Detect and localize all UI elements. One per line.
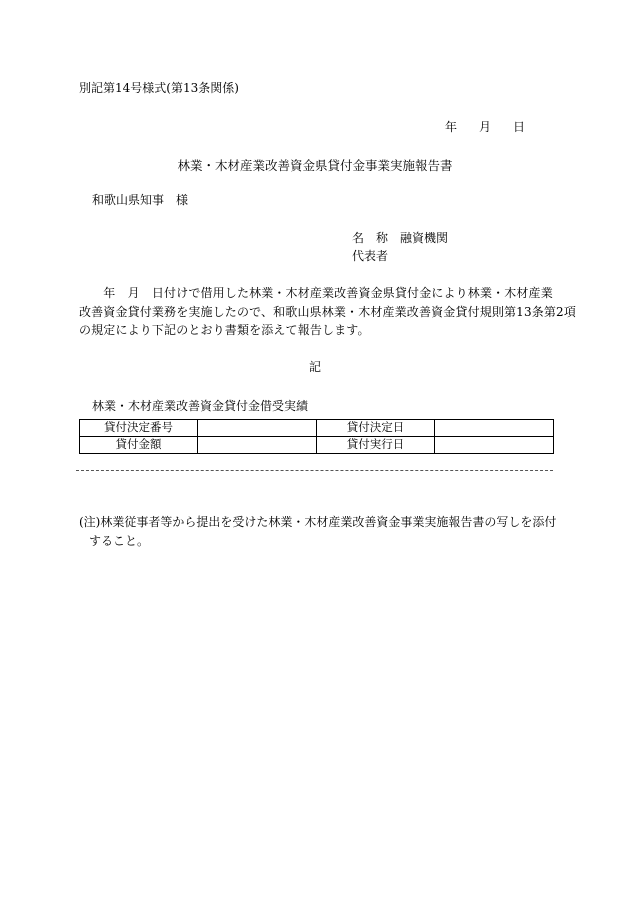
date-day: 日 bbox=[513, 120, 526, 134]
body-text-line-1: 年 月 日付けで借用した林業・木材産業改善資金県貸付金により林業・木材産業 bbox=[79, 286, 553, 300]
body-text-line-3: の規定により下記のとおり書類を添えて報告します。 bbox=[79, 323, 370, 337]
body-text-line-2: 改善資金貸付業務を実施したので、和歌山県林業・木材産業改善資金貸付規則第13条第2項 bbox=[79, 305, 576, 319]
sender-name: 名 称 融資機関 bbox=[352, 231, 449, 245]
document-title: 林業・木材産業改善資金県貸付金事業実施報告書 bbox=[177, 158, 453, 173]
date-year: 年 bbox=[445, 120, 458, 134]
dashed-divider bbox=[76, 470, 553, 471]
loan-record-table bbox=[79, 419, 554, 454]
ki-heading: 記 bbox=[308, 360, 321, 374]
table-label-cell: 貸付決定日 bbox=[317, 420, 435, 437]
sender-representative: 代表者 bbox=[352, 249, 389, 263]
table-value-cell bbox=[198, 437, 317, 454]
note-line-2: すること。 bbox=[89, 534, 150, 548]
table-value-cell bbox=[435, 420, 554, 437]
date-line bbox=[445, 121, 525, 133]
table-label-cell: 貸付実行日 bbox=[317, 437, 435, 454]
addressee: 和歌山県知事 様 bbox=[92, 193, 189, 207]
table-caption: 林業・木材産業改善資金貸付金借受実績 bbox=[92, 399, 309, 413]
table-label-cell: 貸付金額 bbox=[80, 437, 198, 454]
table-row bbox=[80, 437, 554, 454]
note-line-1: (注)林業従事者等から提出を受けた林業・木材産業改善資金事業実施報告書の写しを添付 bbox=[79, 515, 557, 529]
form-number: 別記第14号様式(第13条関係) bbox=[79, 81, 239, 95]
table-row bbox=[80, 420, 554, 437]
table-value-cell bbox=[198, 420, 317, 437]
table-label-cell: 貸付決定番号 bbox=[80, 420, 198, 437]
table-value-cell bbox=[435, 437, 554, 454]
date-month: 月 bbox=[479, 120, 492, 134]
